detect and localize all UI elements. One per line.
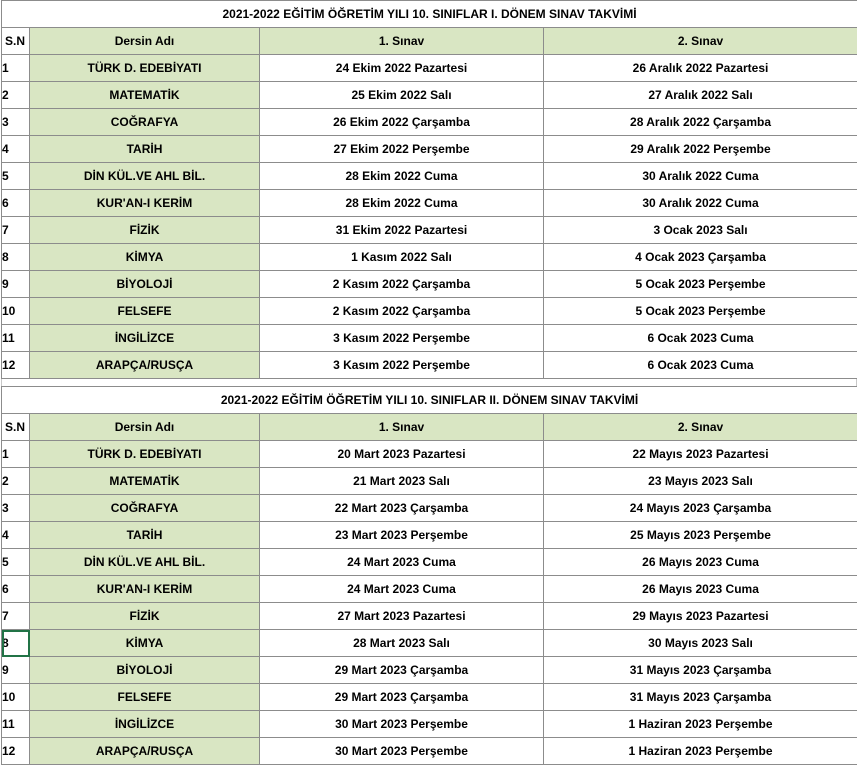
sn-cell[interactable]: 2 (2, 82, 30, 109)
exam-2-date-cell[interactable]: 30 Mayıs 2023 Salı (544, 630, 857, 657)
exam-2-date-cell[interactable]: 28 Aralık 2022 Çarşamba (544, 109, 857, 136)
exam-1-date-cell[interactable]: 31 Ekim 2022 Pazartesi (260, 217, 544, 244)
term-2-title[interactable]: 2021-2022 EĞİTİM ÖĞRETİM YILI 10. SINIFLAR II. DÖNEM SINAV TAKVİMİ (2, 387, 857, 414)
exam-1-date-cell[interactable]: 30 Mart 2023 Perşembe (260, 738, 544, 765)
header-row (2, 414, 857, 441)
title-row (2, 387, 857, 414)
table-row (2, 352, 857, 379)
lesson-cell[interactable]: DİN KÜL.VE AHL BİL. (30, 163, 260, 190)
lesson-cell[interactable]: MATEMATİK (30, 82, 260, 109)
lesson-cell[interactable]: İNGİLİZCE (30, 711, 260, 738)
exam-1-date-cell[interactable]: 28 Ekim 2022 Cuma (260, 163, 544, 190)
exam-1-date-cell[interactable]: 3 Kasım 2022 Perşembe (260, 325, 544, 352)
exam-2-date-cell[interactable]: 5 Ocak 2023 Perşembe (544, 298, 857, 325)
sn-cell[interactable]: 6 (2, 190, 30, 217)
sn-cell[interactable]: 4 (2, 522, 30, 549)
exam-1-date-cell[interactable]: 20 Mart 2023 Pazartesi (260, 441, 544, 468)
exam-1-date-cell[interactable]: 22 Mart 2023 Çarşamba (260, 495, 544, 522)
table-row (2, 136, 857, 163)
table-row (2, 271, 857, 298)
header-lesson[interactable]: Dersin Adı (30, 28, 260, 55)
table-row (2, 711, 857, 738)
sn-cell[interactable]: 8 (2, 244, 30, 271)
lesson-cell[interactable]: KİMYA (30, 630, 260, 657)
lesson-cell[interactable]: MATEMATİK (30, 468, 260, 495)
lesson-cell[interactable]: TARİH (30, 136, 260, 163)
table-row (2, 441, 857, 468)
table-row (2, 298, 857, 325)
sn-cell[interactable]: 2 (2, 468, 30, 495)
lesson-cell[interactable]: İNGİLİZCE (30, 325, 260, 352)
exam-1-date-cell[interactable]: 23 Mart 2023 Perşembe (260, 522, 544, 549)
exam-1-date-cell[interactable]: 27 Mart 2023 Pazartesi (260, 603, 544, 630)
table-row (2, 190, 857, 217)
lesson-cell[interactable]: DİN KÜL.VE AHL BİL. (30, 549, 260, 576)
table-row (2, 244, 857, 271)
lesson-cell[interactable]: TÜRK D. EDEBİYATI (30, 441, 260, 468)
lesson-cell[interactable]: TARİH (30, 522, 260, 549)
exam-2-date-cell[interactable]: 6 Ocak 2023 Cuma (544, 325, 857, 352)
lesson-cell[interactable]: ARAPÇA/RUSÇA (30, 738, 260, 765)
header-sn[interactable]: S.N (2, 28, 30, 55)
lesson-cell[interactable]: COĞRAFYA (30, 495, 260, 522)
lesson-cell[interactable]: FİZİK (30, 217, 260, 244)
exam-2-date-cell[interactable]: 23 Mayıs 2023 Salı (544, 468, 857, 495)
table-row (2, 738, 857, 765)
lesson-cell[interactable]: KUR'AN-I KERİM (30, 576, 260, 603)
table-row (2, 325, 857, 352)
table-row (2, 109, 857, 136)
header-sn[interactable]: S.N (2, 414, 30, 441)
exam-2-date-cell[interactable]: 3 Ocak 2023 Salı (544, 217, 857, 244)
lesson-cell[interactable]: COĞRAFYA (30, 109, 260, 136)
lesson-cell[interactable]: ARAPÇA/RUSÇA (30, 352, 260, 379)
exam-1-date-cell[interactable]: 30 Mart 2023 Perşembe (260, 711, 544, 738)
header-row (2, 28, 857, 55)
title-row (2, 1, 857, 28)
sn-cell[interactable]: 3 (2, 109, 30, 136)
table-row (2, 576, 857, 603)
lesson-cell[interactable]: KUR'AN-I KERİM (30, 190, 260, 217)
table-row (2, 217, 857, 244)
lesson-cell[interactable]: BİYOLOJİ (30, 271, 260, 298)
sn-cell[interactable]: 11 (2, 325, 30, 352)
exam-1-date-cell[interactable]: 24 Mart 2023 Cuma (260, 549, 544, 576)
sn-cell[interactable]: 4 (2, 136, 30, 163)
exam-2-date-cell[interactable]: 1 Haziran 2023 Perşembe (544, 738, 857, 765)
exam-1-date-cell[interactable]: 24 Mart 2023 Cuma (260, 576, 544, 603)
table-row (2, 549, 857, 576)
header-exam-1[interactable]: 1. Sınav (260, 28, 544, 55)
sn-cell[interactable]: 6 (2, 576, 30, 603)
exam-1-date-cell[interactable]: 29 Mart 2023 Çarşamba (260, 684, 544, 711)
lesson-cell[interactable]: FİZİK (30, 603, 260, 630)
table-row (2, 684, 857, 711)
exam-2-date-cell[interactable]: 26 Mayıs 2023 Cuma (544, 576, 857, 603)
exam-2-date-cell[interactable]: 6 Ocak 2023 Cuma (544, 352, 857, 379)
exam-2-date-cell[interactable]: 4 Ocak 2023 Çarşamba (544, 244, 857, 271)
table-row (2, 468, 857, 495)
table-row (2, 82, 857, 109)
table-gap (1, 379, 857, 386)
table-row (2, 163, 857, 190)
sn-cell[interactable]: 9 (2, 271, 30, 298)
exam-2-date-cell[interactable]: 29 Aralık 2022 Perşembe (544, 136, 857, 163)
exam-1-date-cell[interactable]: 3 Kasım 2022 Perşembe (260, 352, 544, 379)
term-2-schedule-table (1, 386, 857, 765)
exam-1-date-cell[interactable]: 24 Ekim 2022 Pazartesi (260, 55, 544, 82)
lesson-cell[interactable]: FELSEFE (30, 684, 260, 711)
exam-2-date-cell[interactable]: 26 Mayıs 2023 Cuma (544, 549, 857, 576)
exam-2-date-cell[interactable]: 27 Aralık 2022 Salı (544, 82, 857, 109)
exam-1-date-cell[interactable]: 28 Mart 2023 Salı (260, 630, 544, 657)
header-lesson[interactable]: Dersin Adı (30, 414, 260, 441)
sn-cell[interactable]: 10 (2, 684, 30, 711)
header-exam-2[interactable]: 2. Sınav (544, 28, 857, 55)
exam-1-date-cell[interactable]: 29 Mart 2023 Çarşamba (260, 657, 544, 684)
sn-cell[interactable]: 11 (2, 711, 30, 738)
sn-cell[interactable]: 1 (2, 55, 30, 82)
sn-cell[interactable]: 12 (2, 352, 30, 379)
sn-cell[interactable]: 10 (2, 298, 30, 325)
exam-2-date-cell[interactable]: 31 Mayıs 2023 Çarşamba (544, 657, 857, 684)
exam-1-date-cell[interactable]: 2 Kasım 2022 Çarşamba (260, 271, 544, 298)
exam-1-date-cell[interactable]: 1 Kasım 2022 Salı (260, 244, 544, 271)
exam-1-date-cell[interactable]: 2 Kasım 2022 Çarşamba (260, 298, 544, 325)
sn-cell[interactable]: 5 (2, 163, 30, 190)
exam-2-date-cell[interactable]: 22 Mayıs 2023 Pazartesi (544, 441, 857, 468)
sn-cell[interactable]: 9 (2, 657, 30, 684)
table-row (2, 495, 857, 522)
header-exam-2[interactable]: 2. Sınav (544, 414, 857, 441)
sn-cell[interactable]: 7 (2, 217, 30, 244)
exam-1-date-cell[interactable]: 25 Ekim 2022 Salı (260, 82, 544, 109)
sn-cell[interactable]: 8 (2, 630, 30, 657)
table-row (2, 522, 857, 549)
sn-cell[interactable]: 12 (2, 738, 30, 765)
exam-2-date-cell[interactable]: 1 Haziran 2023 Perşembe (544, 711, 857, 738)
sn-cell[interactable]: 1 (2, 441, 30, 468)
term-1-schedule-table (1, 0, 857, 379)
exam-1-date-cell[interactable]: 21 Mart 2023 Salı (260, 468, 544, 495)
exam-2-date-cell[interactable]: 30 Aralık 2022 Cuma (544, 163, 857, 190)
lesson-cell[interactable]: KİMYA (30, 244, 260, 271)
table-row (2, 603, 857, 630)
lesson-cell[interactable]: FELSEFE (30, 298, 260, 325)
table-row (2, 630, 857, 657)
exam-2-date-cell[interactable]: 31 Mayıs 2023 Çarşamba (544, 684, 857, 711)
sn-cell[interactable]: 7 (2, 603, 30, 630)
lesson-cell[interactable]: TÜRK D. EDEBİYATI (30, 55, 260, 82)
exam-2-date-cell[interactable]: 5 Ocak 2023 Perşembe (544, 271, 857, 298)
table-row (2, 55, 857, 82)
exam-2-date-cell[interactable]: 26 Aralık 2022 Pazartesi (544, 55, 857, 82)
table-row (2, 657, 857, 684)
exam-2-date-cell[interactable]: 29 Mayıs 2023 Pazartesi (544, 603, 857, 630)
exam-1-date-cell[interactable]: 27 Ekim 2022 Perşembe (260, 136, 544, 163)
header-exam-1[interactable]: 1. Sınav (260, 414, 544, 441)
lesson-cell[interactable]: BİYOLOJİ (30, 657, 260, 684)
exam-1-date-cell[interactable]: 28 Ekim 2022 Cuma (260, 190, 544, 217)
sn-cell[interactable]: 3 (2, 495, 30, 522)
exam-2-date-cell[interactable]: 25 Mayıs 2023 Perşembe (544, 522, 857, 549)
exam-2-date-cell[interactable]: 24 Mayıs 2023 Çarşamba (544, 495, 857, 522)
sn-cell[interactable]: 5 (2, 549, 30, 576)
term-1-title[interactable]: 2021-2022 EĞİTİM ÖĞRETİM YILI 10. SINIFLAR I. DÖNEM SINAV TAKVİMİ (2, 1, 857, 28)
exam-1-date-cell[interactable]: 26 Ekim 2022 Çarşamba (260, 109, 544, 136)
exam-2-date-cell[interactable]: 30 Aralık 2022 Cuma (544, 190, 857, 217)
